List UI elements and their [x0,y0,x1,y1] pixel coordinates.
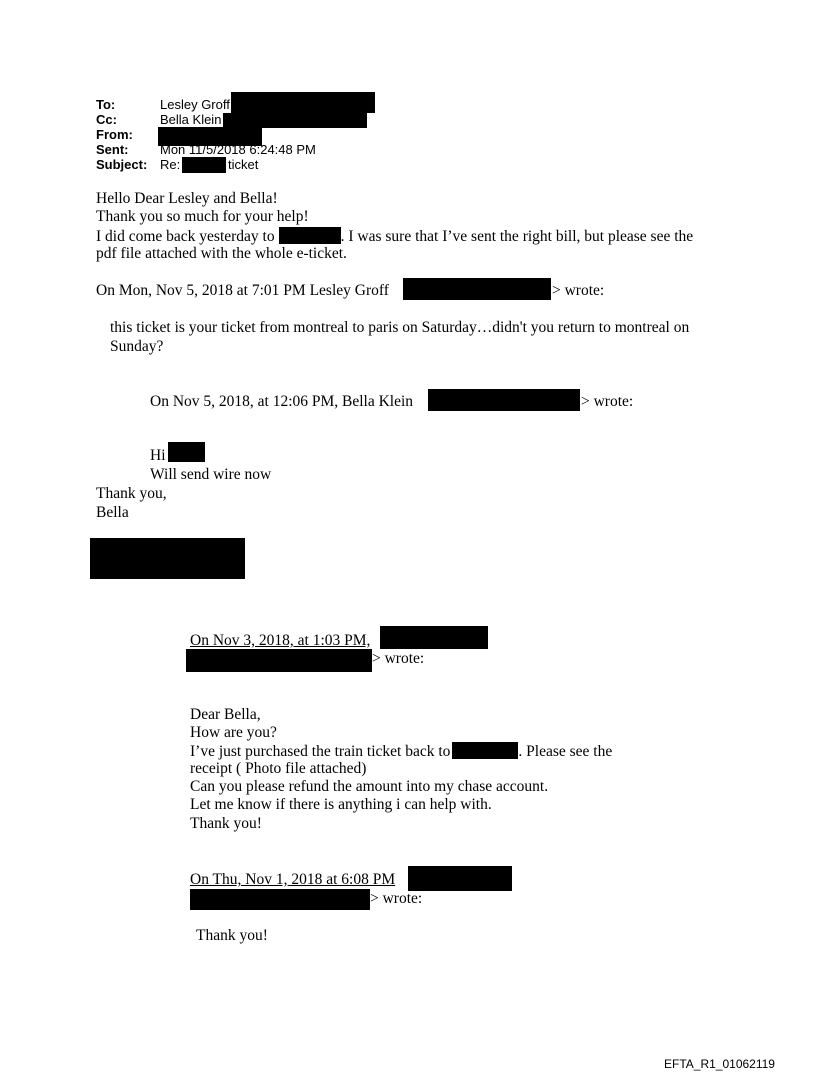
quote2-thank-you: Thank you, [96,485,167,502]
sent-label: Sent: [96,142,129,157]
quote2-intro-start: On Nov 5, 2018, at 12:06 PM, Bella Klein [150,393,414,410]
cc-value: Bella Klein [160,112,222,127]
quote3-purchase-start: I’ve just purchased the train ticket back to [190,743,451,760]
from-label: From: [96,127,133,142]
redaction-quote4-email [190,889,370,910]
redaction-quote1-email [403,278,551,300]
redaction-to-email [231,92,375,113]
cc-label: Cc: [96,112,117,127]
body-greeting: Hello Dear Lesley and Bella! [96,190,278,207]
quote4-thanks: Thank you! [196,927,268,944]
subject-suffix: ticket [228,157,259,172]
body-line3-start: I did come back yesterday to [96,228,275,245]
quote2-wire: Will send wire now [150,466,272,483]
document-id: EFTA_R1_01062119 [664,1057,775,1071]
subject-label: Subject: [96,157,148,172]
redaction-quote3-name [380,626,488,649]
redaction-signature-block [90,538,245,579]
quote3-receipt: receipt ( Photo file attached) [190,760,367,777]
body-line3-end: . I was sure that I’ve sent the right bill, but please see the [340,228,694,245]
quote2-hi: Hi [150,447,166,464]
to-value: Lesley Groff [160,97,230,112]
body-thanks: Thank you so much for your help! [96,208,309,225]
quote1-intro-end: > wrote: [552,282,605,299]
quote3-how: How are you? [190,724,277,741]
quote1-intro-start: On Mon, Nov 5, 2018 at 7:01 PM Lesley Groff [96,282,389,299]
redaction-cc-email [223,113,367,128]
quote3-intro-end: > wrote: [372,650,425,667]
body-line4: pdf file attached with the whole e-ticket. [96,245,347,262]
redaction-quote2-email [428,389,580,411]
redaction-subject [182,157,226,173]
quote4-intro-start: On Thu, Nov 1, 2018 at 6:08 PM [190,871,396,888]
quote3-refund: Can you please refund the amount into my chase account. [190,778,549,795]
quote3-dear: Dear Bella, [190,706,261,723]
quote2-intro-end: > wrote: [581,393,634,410]
redaction-quote3-email [186,649,372,672]
quote3-purchase [190,742,612,761]
to-label: To: [96,97,116,112]
redaction-quote4-name [408,866,512,891]
redaction-quote3-destination [452,742,518,759]
quote3-intro-start: On Nov 3, 2018, at 1:03 PM, [190,632,371,649]
quote3-thanks: Thank you! [190,815,262,832]
quote4-intro-end: > wrote: [370,890,423,907]
subject-prefix: Re: [160,157,181,172]
quote1-text1: this ticket is your ticket from montreal to paris on Saturday…didn't you return to montreal on [110,319,690,336]
quote2-signature: Bella [96,504,129,521]
quote3-purchase-end: . Please see the [518,743,613,760]
quote3-help: Let me know if there is anything i can help with. [190,796,492,813]
body-line3 [96,227,693,246]
redaction-quote2-name [168,442,205,462]
quote1-text2: Sunday? [110,338,164,355]
redaction-destination [279,227,341,244]
sent-value: Mon 11/5/2018 6:24:48 PM [160,142,316,157]
